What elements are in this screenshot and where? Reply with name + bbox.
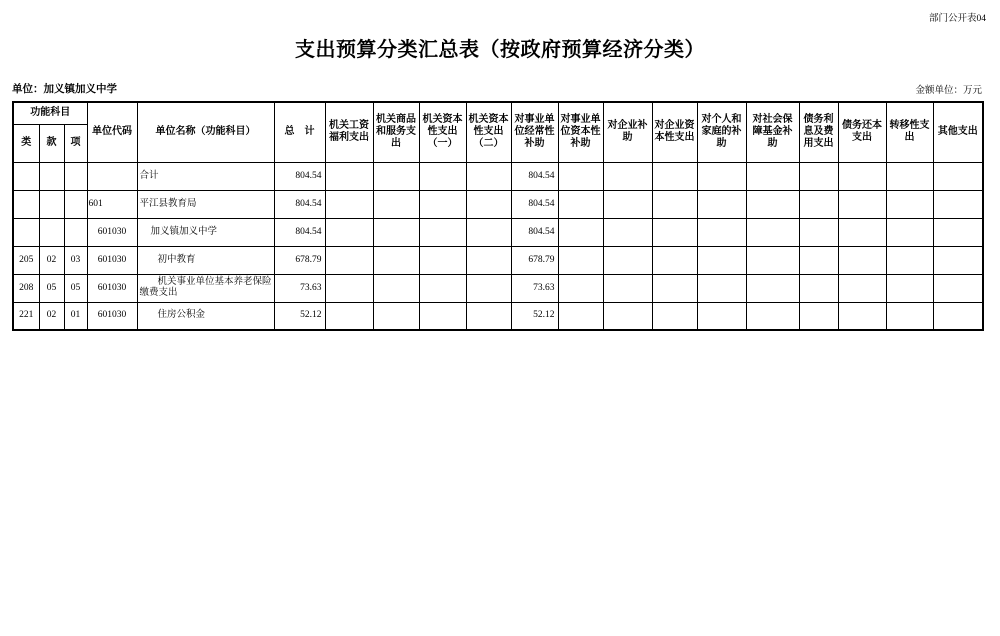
- cell-unit-code: 601: [87, 190, 137, 218]
- cell-expense: 73.63: [511, 274, 558, 302]
- form-number-label: 部门公开表04: [928, 14, 986, 24]
- cell-expense: [746, 274, 799, 302]
- cell-class-code: 208: [13, 274, 39, 302]
- cell-unit-code: 601030: [87, 274, 137, 302]
- cell-expense: [933, 190, 983, 218]
- cell-class-code: [13, 190, 39, 218]
- header-expense-col: 机关商品和服务支出: [373, 102, 419, 162]
- cell-expense: [746, 246, 799, 274]
- cell-class-code: 221: [13, 302, 39, 330]
- cell-expense: [886, 302, 933, 330]
- cell-item-code: 01: [64, 302, 87, 330]
- cell-expense: [466, 190, 511, 218]
- cell-expense: [466, 162, 511, 190]
- cell-unit-name: 机关事业单位基本养老保险缴费支出: [137, 274, 274, 302]
- cell-expense: [558, 190, 603, 218]
- cell-expense: [746, 162, 799, 190]
- cell-expense: [419, 274, 466, 302]
- cell-expense: [325, 218, 373, 246]
- cell-expense: [466, 218, 511, 246]
- cell-expense: [697, 162, 746, 190]
- cell-expense: [652, 190, 697, 218]
- table-row: [13, 190, 983, 218]
- budget-table: [12, 101, 984, 331]
- header-func-col: 类: [13, 124, 39, 162]
- cell-expense: [373, 246, 419, 274]
- header-expense-col: 机关工资福利支出: [325, 102, 373, 162]
- cell-unit-code: 601030: [87, 302, 137, 330]
- header-unit-name: 单位名称（功能科目）: [137, 102, 274, 162]
- cell-expense: [325, 274, 373, 302]
- cell-expense: 678.79: [511, 246, 558, 274]
- cell-expense: [799, 162, 838, 190]
- header-func-col: 项: [64, 124, 87, 162]
- cell-expense: [799, 218, 838, 246]
- header-func-group: 功能科目: [13, 102, 87, 124]
- cell-item-code: 03: [64, 246, 87, 274]
- cell-expense: [373, 162, 419, 190]
- cell-expense: [746, 218, 799, 246]
- cell-expense: [933, 162, 983, 190]
- header-expense-col: 债务还本支出: [838, 102, 886, 162]
- cell-expense: [603, 246, 652, 274]
- cell-expense: [373, 218, 419, 246]
- cell-expense: [419, 218, 466, 246]
- cell-expense: [558, 274, 603, 302]
- cell-unit-name: 住房公积金: [137, 302, 274, 330]
- table-row: [13, 274, 983, 302]
- cell-expense: [603, 190, 652, 218]
- header-expense-col: 对事业单位资本性补助: [558, 102, 603, 162]
- header-expense-col: 债务利息及费用支出: [799, 102, 838, 162]
- cell-expense: 804.54: [511, 190, 558, 218]
- header-row-top: [13, 102, 983, 124]
- cell-expense: [886, 218, 933, 246]
- unit-label: 单位：加义镇加义中学: [12, 84, 117, 95]
- cell-total: 678.79: [274, 246, 325, 274]
- cell-expense: [466, 302, 511, 330]
- cell-expense: [558, 162, 603, 190]
- cell-expense: [603, 218, 652, 246]
- cell-expense: [373, 274, 419, 302]
- cell-expense: [558, 302, 603, 330]
- header-expense-col: 对企业补助: [603, 102, 652, 162]
- cell-expense: [325, 246, 373, 274]
- header-expense-col: 转移性支出: [886, 102, 933, 162]
- cell-unit-name: 初中教育: [137, 246, 274, 274]
- header-expense-col: 机关资本性支出（一）: [419, 102, 466, 162]
- cell-expense: [419, 246, 466, 274]
- cell-section-code: 02: [39, 302, 64, 330]
- cell-section-code: 05: [39, 274, 64, 302]
- cell-expense: [838, 246, 886, 274]
- cell-expense: [603, 302, 652, 330]
- cell-expense: [697, 274, 746, 302]
- header-expense-col: 对事业单位经常性补助: [511, 102, 558, 162]
- table-row: [13, 246, 983, 274]
- cell-expense: [603, 274, 652, 302]
- cell-class-code: [13, 162, 39, 190]
- cell-expense: [886, 246, 933, 274]
- cell-expense: 804.54: [511, 218, 558, 246]
- cell-expense: [697, 246, 746, 274]
- cell-expense: [652, 218, 697, 246]
- cell-expense: [603, 162, 652, 190]
- cell-item-code: 05: [64, 274, 87, 302]
- cell-expense: [466, 246, 511, 274]
- cell-expense: [838, 218, 886, 246]
- cell-class-code: [13, 218, 39, 246]
- cell-expense: [652, 246, 697, 274]
- cell-expense: [652, 302, 697, 330]
- cell-expense: [325, 302, 373, 330]
- header-expense-col: 对个人和家庭的补助: [697, 102, 746, 162]
- cell-total: 73.63: [274, 274, 325, 302]
- cell-expense: [838, 274, 886, 302]
- cell-expense: [799, 274, 838, 302]
- cell-expense: [325, 190, 373, 218]
- cell-unit-code: 601030: [87, 246, 137, 274]
- header-expense-col: 其他支出: [933, 102, 983, 162]
- amount-unit-label: 金额单位：万元: [915, 86, 982, 96]
- cell-unit-code: [87, 162, 137, 190]
- cell-expense: [419, 190, 466, 218]
- cell-unit-name: 合计: [137, 162, 274, 190]
- cell-expense: [799, 246, 838, 274]
- cell-item-code: [64, 218, 87, 246]
- cell-expense: [697, 302, 746, 330]
- cell-total: 804.54: [274, 162, 325, 190]
- cell-expense: [746, 302, 799, 330]
- cell-expense: [558, 246, 603, 274]
- cell-expense: [933, 246, 983, 274]
- header-expense-col: 机关资本性支出（二）: [466, 102, 511, 162]
- header-func-col: 款: [39, 124, 64, 162]
- cell-expense: [419, 302, 466, 330]
- cell-unit-name: 平江县教育局: [137, 190, 274, 218]
- cell-section-code: [39, 190, 64, 218]
- header-expense-col: 对企业资本性支出: [652, 102, 697, 162]
- cell-section-code: [39, 218, 64, 246]
- cell-total: 804.54: [274, 218, 325, 246]
- cell-expense: [697, 190, 746, 218]
- cell-expense: [799, 302, 838, 330]
- cell-expense: 52.12: [511, 302, 558, 330]
- cell-expense: [652, 274, 697, 302]
- cell-expense: [886, 274, 933, 302]
- cell-expense: [746, 190, 799, 218]
- cell-expense: [886, 190, 933, 218]
- cell-expense: [933, 218, 983, 246]
- cell-unit-name: 加义镇加义中学: [137, 218, 274, 246]
- cell-item-code: [64, 162, 87, 190]
- meta-row: [12, 81, 982, 96]
- table-row: [13, 302, 983, 330]
- cell-expense: [697, 218, 746, 246]
- cell-expense: 804.54: [511, 162, 558, 190]
- cell-total: 52.12: [274, 302, 325, 330]
- cell-expense: [558, 218, 603, 246]
- cell-expense: [838, 190, 886, 218]
- cell-expense: [838, 302, 886, 330]
- cell-expense: [325, 162, 373, 190]
- table-row: [13, 218, 983, 246]
- cell-expense: [419, 162, 466, 190]
- header-expense-col: 对社会保障基金补助: [746, 102, 799, 162]
- page-title: 支出预算分类汇总表（按政府预算经济分类）: [295, 39, 705, 61]
- cell-section-code: 02: [39, 246, 64, 274]
- cell-class-code: 205: [13, 246, 39, 274]
- header-total: 总 计: [274, 102, 325, 162]
- cell-expense: [933, 274, 983, 302]
- cell-expense: [373, 190, 419, 218]
- cell-item-code: [64, 190, 87, 218]
- cell-expense: [933, 302, 983, 330]
- cell-unit-code: 601030: [87, 218, 137, 246]
- cell-expense: [652, 162, 697, 190]
- cell-total: 804.54: [274, 190, 325, 218]
- header-unit-code: 单位代码: [87, 102, 137, 162]
- table-row: [13, 162, 983, 190]
- cell-expense: [373, 302, 419, 330]
- cell-expense: [799, 190, 838, 218]
- cell-section-code: [39, 162, 64, 190]
- cell-expense: [886, 162, 933, 190]
- cell-expense: [838, 162, 886, 190]
- cell-expense: [466, 274, 511, 302]
